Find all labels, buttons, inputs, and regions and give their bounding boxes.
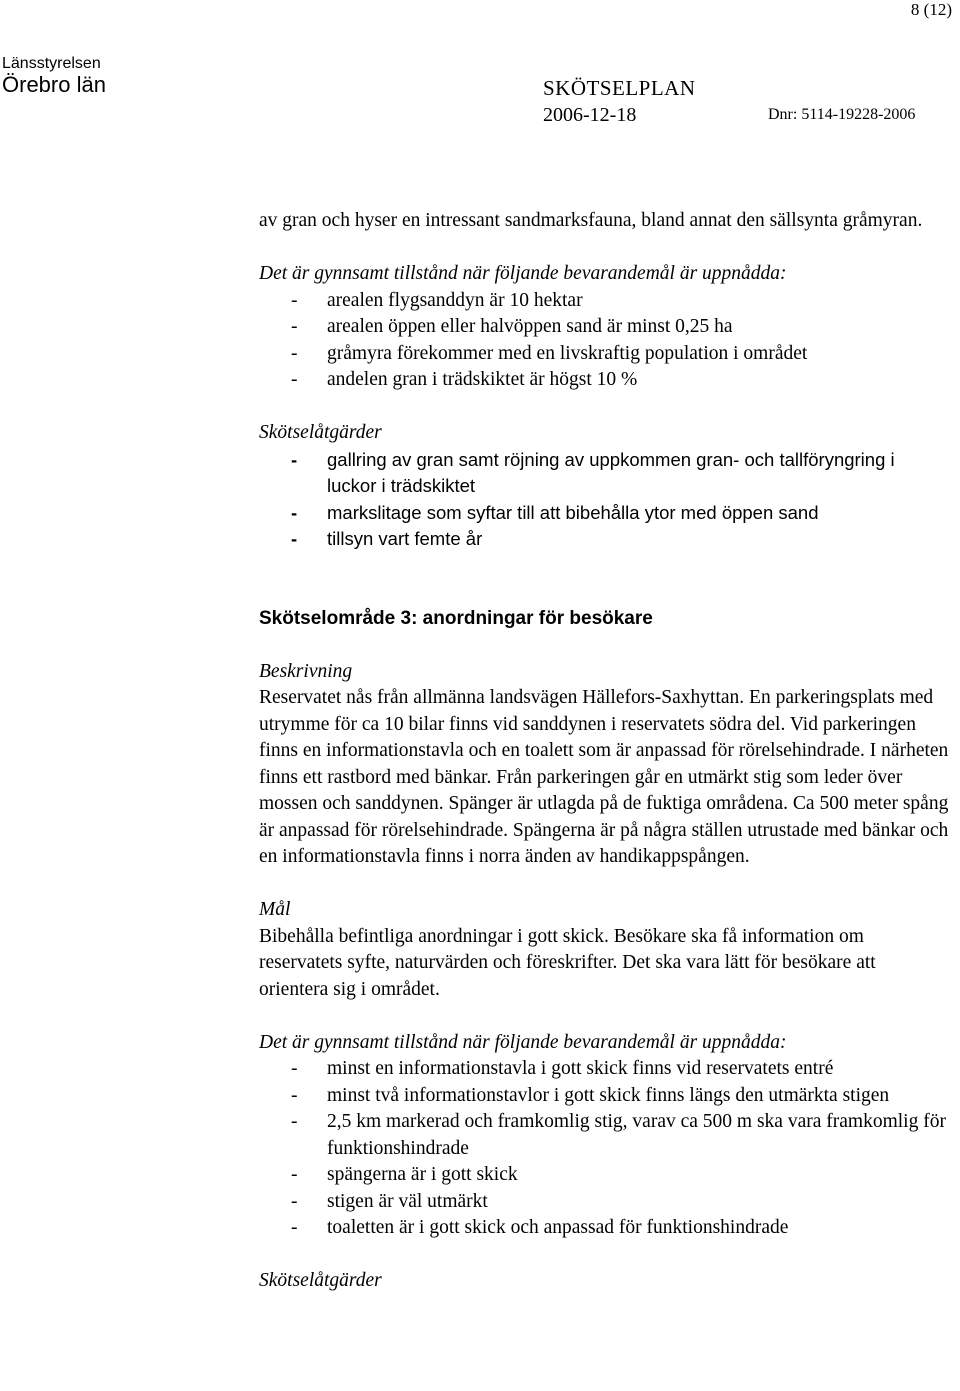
- list-item-text: minst en informationstavla i gott skick finns vid reservatets entré: [327, 1058, 834, 1079]
- dash-marker: -: [291, 369, 298, 390]
- intro-paragraph: av gran och hyser en intressant sandmarksfauna, bland annat den sällsynta gråmyran.: [259, 210, 923, 231]
- goals-list-2: [259, 1056, 949, 1242]
- list-item-text: 2,5 km markerad och framkomlig stig, varav ca 500 m ska vara framkomlig för funktionshindrade: [327, 1111, 946, 1159]
- list-item: [259, 288, 949, 315]
- list-item: [259, 341, 949, 368]
- description-heading: Beskrivning: [259, 660, 353, 682]
- list-item: [259, 367, 949, 394]
- goal-paragraph: Bibehålla befintliga anordningar i gott skick. Besökare ska få information om reservatets syfte, naturvärden och föreskrifter. Det ska vara lätt för besökare att orientera sig i området.: [259, 925, 876, 1000]
- list-item: [259, 1083, 949, 1110]
- measures-heading-1: Skötselåtgärder: [259, 422, 382, 443]
- dash-marker: -: [291, 316, 298, 337]
- list-item: [259, 1162, 949, 1189]
- list-item: [259, 314, 949, 341]
- list-item-text: markslitage som syftar till att bibehålla ytor med öppen sand: [327, 501, 819, 523]
- document-body: [259, 208, 949, 1295]
- logo-line-2: Örebro län: [2, 72, 106, 97]
- document-date: 2006-12-18: [543, 104, 637, 126]
- list-item-text: minst två informationstavlor i gott skick finns längs den utmärkta stigen: [327, 1084, 890, 1106]
- list-item: [259, 447, 949, 500]
- document-dnr: Dnr: 5114-19228-2006: [768, 106, 916, 123]
- list-item: [259, 1056, 949, 1083]
- list-item-text: spängerna är i gott skick: [327, 1164, 518, 1185]
- list-item-text: andelen gran i trädskiktet är högst 10 %: [327, 369, 638, 390]
- dash-marker: -: [291, 1164, 298, 1185]
- list-item-text: tillsyn vart femte år: [327, 528, 483, 549]
- page-number: 8 (12): [910, 0, 952, 19]
- list-item-text: stigen är väl utmärkt: [327, 1190, 488, 1212]
- list-item: [259, 526, 949, 553]
- dash-marker: -: [291, 1111, 298, 1132]
- document-title: SKÖTSELPLAN: [543, 76, 696, 100]
- list-item: [259, 1215, 949, 1242]
- list-item-text: arealen flygsanddyn är 10 hektar: [327, 289, 583, 311]
- dash-marker: -: [291, 448, 298, 470]
- dash-marker: -: [291, 1058, 298, 1079]
- list-item: [259, 500, 949, 527]
- dash-marker: -: [291, 501, 298, 523]
- dash-marker: -: [291, 342, 298, 364]
- dash-marker: -: [291, 1084, 298, 1106]
- list-item-text: arealen öppen eller halvöppen sand är minst 0,25 ha: [327, 316, 733, 337]
- logo: [2, 56, 106, 97]
- logo-line-1: Länsstyrelsen: [2, 55, 101, 72]
- section-heading: Skötselområde 3: anordningar för besökare: [259, 607, 653, 629]
- list-item: [259, 1109, 949, 1162]
- list-item: [259, 1189, 949, 1216]
- description-paragraph: Reservatet nås från allmänna landsvägen Hällefors-Saxhyttan. En parkeringsplats med utrymme för ca 10 bilar finns vid sanddynen i reservatets södra del. Vid parkeringen finns en informationstavla och en toalett som är anpassad för rörelsehindrade. I närheten finns ett rastbord med bänkar. Från parkeringen går en utmärkt stig som leder över mossen och sanddynen. Spänger är utlagda på de fuktiga områdena. Ca 500 meter spång är anpassad för rörelsehindrade. Spängerna är på några ställen utrustade med bänkar och en informationstavla finns i norra änden av handikappspången.: [259, 687, 949, 867]
- list-item-text: gallring av gran samt röjning av uppkommen gran- och tallföryngring i luckor i trädskiktet: [327, 448, 895, 496]
- measures-heading-2: Skötselåtgärder: [259, 1270, 382, 1291]
- goal-heading: Mål: [259, 899, 291, 920]
- dash-marker: -: [291, 1217, 298, 1238]
- dash-marker: -: [291, 528, 298, 549]
- goals-heading-2: Det är gynnsamt tillstånd när följande bevarandemål är uppnådda:: [259, 1031, 787, 1053]
- measures-list-1: [259, 447, 949, 553]
- dash-marker: -: [291, 289, 298, 311]
- goals-heading-1: Det är gynnsamt tillstånd när följande bevarandemål är uppnådda:: [259, 263, 787, 284]
- goals-list-1: [259, 288, 949, 394]
- dash-marker: -: [291, 1190, 298, 1212]
- list-item-text: toaletten är i gott skick och anpassad för funktionshindrade: [327, 1217, 789, 1238]
- list-item-text: gråmyra förekommer med en livskraftig population i området: [327, 342, 808, 364]
